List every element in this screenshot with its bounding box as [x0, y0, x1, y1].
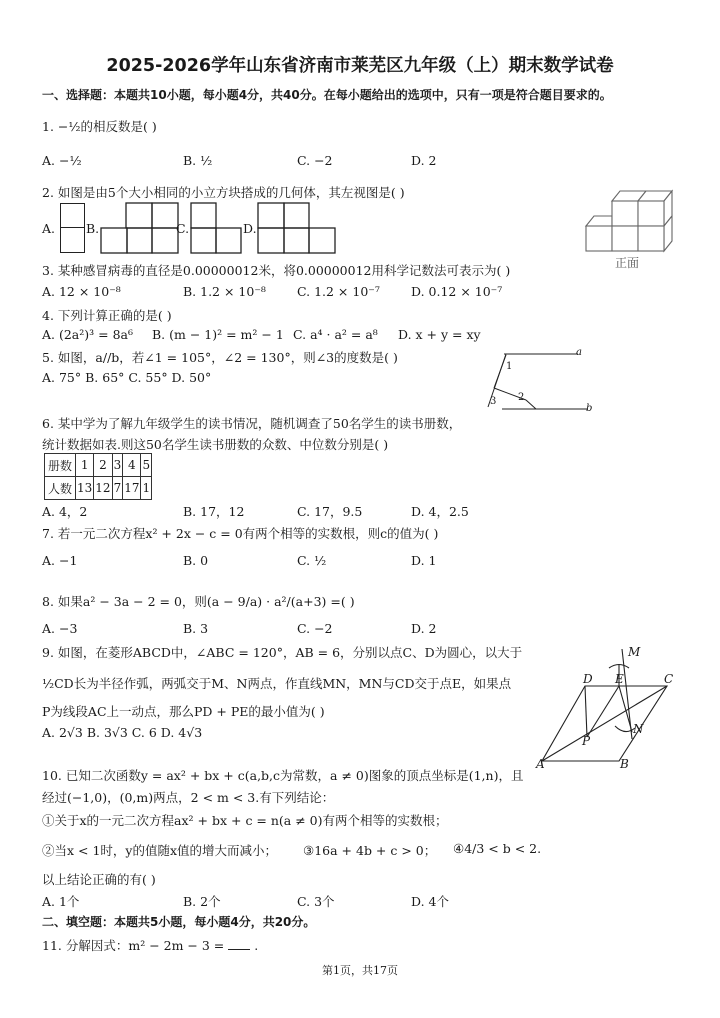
- question-9-stem-line3: P为线段AC上一动点，那么PD + PE的最小值为( ): [42, 704, 325, 719]
- q5-label-2: 2: [518, 392, 525, 403]
- table-cell: 1: [76, 454, 94, 477]
- question-11: [42, 936, 258, 954]
- q9-label-d: D: [583, 672, 593, 686]
- q9-label-c: C: [664, 672, 674, 686]
- q2-option-c: C.: [176, 221, 190, 236]
- table-cell: 人数: [45, 477, 76, 500]
- table-cell: 7: [112, 477, 123, 500]
- q8-option-d: D. 2: [411, 621, 437, 636]
- table-cell: 13: [76, 477, 94, 500]
- q6-option-c: C. 17，9.5: [297, 504, 363, 519]
- q2-option-d: D.: [243, 221, 257, 236]
- q5-label-1: 1: [506, 361, 513, 372]
- q2-front-label: 正面: [615, 256, 640, 270]
- section-1-heading: 一、选择题：本题共10小题，每小题4分，共40分。在每小题给出的选项中，只有一项是符合题目要求的。: [42, 88, 612, 102]
- table-row: [45, 454, 152, 477]
- question-7-stem: 7. 若一元二次方程x² + 2x − c = 0有两个相等的实数根，则c的值为( ): [42, 526, 439, 541]
- q9-label-e: E: [615, 672, 624, 686]
- q4-option-d: D. x + y = xy: [398, 327, 481, 342]
- q8-option-c: C. −2: [297, 621, 333, 636]
- table-cell: 1: [141, 477, 152, 500]
- question-10-stem-line2: 经过(−1,0)，(0,m)两点，2 < m < 3.有下列结论：: [42, 790, 335, 805]
- question-9-stem-line2: ½CD长为半径作弧，两弧交于M、N两点，作直线MN，MN与CD交于点E，如果点: [42, 676, 512, 691]
- section-2-heading: 二、填空题：本题共5小题，每小题4分，共20分。: [42, 915, 316, 929]
- q8-option-b: B. 3: [183, 621, 209, 636]
- q1-option-b: B. ½: [183, 153, 213, 168]
- q6-option-d: D. 4，2.5: [411, 504, 469, 519]
- q9-label-m: M: [628, 645, 641, 659]
- q1-option-a: A. −½: [42, 153, 82, 168]
- q2-solid-figure: [582, 180, 682, 255]
- q2-view-c: [190, 202, 242, 254]
- q1-option-d: D. 2: [411, 153, 437, 168]
- q10-conclusion-2: ②当x < 1时，y的值随x值的增大而减小；: [42, 843, 278, 858]
- q10-conclusion-3: ③16a + 4b + c > 0；: [303, 843, 437, 858]
- q6-option-b: B. 17，12: [183, 504, 245, 519]
- q10-conclusion-1: ①关于x的一元二次方程ax² + bx + c = n(a ≠ 0)有两个相等的实数根；: [42, 813, 448, 828]
- q10-conclusion-4: ④4/3 < b < 2.: [453, 841, 542, 856]
- q3-option-b: B. 1.2 × 10⁻⁸: [183, 284, 266, 299]
- q4-option-a: A. (2a²)³ = 8a⁶: [42, 327, 133, 342]
- question-10-stem-line1: 10. 已知二次函数y = ax² + bx + c(a,b,c为常数，a ≠ 0)图象的顶点坐标是(1,n)，且: [42, 768, 524, 783]
- q6-option-a: A. 4，2: [42, 504, 88, 519]
- q4-option-c: C. a⁴ · a² = a⁸: [293, 327, 378, 342]
- q7-option-d: D. 1: [411, 553, 437, 568]
- table-row: [45, 477, 152, 500]
- table-cell: 册数: [45, 454, 76, 477]
- question-10-stem-line3: 以上结论正确的有( ): [42, 872, 156, 887]
- table-cell: 5: [141, 454, 152, 477]
- q9-label-n: N: [633, 722, 644, 736]
- question-11-stem: 11. 分解因式：m² − 2m − 3 =: [42, 938, 225, 953]
- q9-label-a: A: [536, 757, 545, 771]
- question-5-stem: 5. 如图，a//b，若∠1 = 105°，∠2 = 130°，则∠3的度数是( ): [42, 350, 398, 365]
- table-cell: 3: [112, 454, 123, 477]
- q1-option-c: C. −2: [297, 153, 333, 168]
- q9-label-b: B: [620, 757, 629, 771]
- question-9-stem-line1: 9. 如图，在菱形ABCD中，∠ABC = 120°，AB = 6，分别以点C、D为圆心，以大于: [42, 645, 523, 660]
- q8-option-a: A. −3: [42, 621, 78, 636]
- q10-option-d: D. 4个: [411, 894, 449, 909]
- q3-option-a: A. 12 × 10⁻⁸: [42, 284, 121, 299]
- q3-option-d: D. 0.12 × 10⁻⁷: [411, 284, 503, 299]
- question-3-stem: 3. 某种感冒病毒的直径是0.00000012米，将0.00000012用科学记数法可表示为( ): [42, 263, 511, 278]
- q4-option-b: B. (m − 1)² = m² − 1: [152, 327, 284, 342]
- table-cell: 4: [123, 454, 141, 477]
- question-1-stem: 1. −½的相反数是( ): [42, 119, 157, 134]
- q3-option-c: C. 1.2 × 10⁻⁷: [297, 284, 380, 299]
- q6-frequency-table: [44, 453, 152, 500]
- table-cell: 12: [94, 477, 112, 500]
- page-footer: 第1页，共17页: [322, 964, 398, 977]
- q9-label-p: P: [582, 734, 591, 748]
- q7-option-b: B. 0: [183, 553, 209, 568]
- q2-option-b: B.: [86, 221, 100, 236]
- q10-option-a: A. 1个: [42, 894, 80, 909]
- question-4-stem: 4. 下列计算正确的是( ): [42, 308, 172, 323]
- question-6-stem-line2: 统计数据如表.则这50名学生读书册数的众数、中位数分别是( ): [42, 437, 389, 452]
- q7-option-c: C. ½: [297, 553, 327, 568]
- q11-answer-blank: [228, 939, 250, 950]
- table-cell: 2: [94, 454, 112, 477]
- question-6-stem-line1: 6. 某中学为了解九年级学生的读书情况，随机调查了50名学生的读书册数，: [42, 416, 462, 431]
- q2-option-a: A.: [42, 221, 56, 236]
- q5-options: A. 75° B. 65° C. 55° D. 50°: [42, 370, 212, 385]
- q2-view-a: [60, 203, 85, 253]
- question-2-stem: 2. 如图是由5个大小相同的小立方块搭成的几何体，其左视图是( ): [42, 185, 405, 200]
- q2-view-b: [100, 202, 180, 254]
- q9-rhombus-figure: [535, 642, 680, 770]
- q5-label-b: b: [586, 403, 593, 414]
- q2-view-d: [257, 202, 337, 254]
- q5-label-3: 3: [490, 396, 497, 407]
- question-8-stem: 8. 如果a² − 3a − 2 = 0，则(a − 9/a) · a²/(a+3) =( ): [42, 594, 355, 609]
- question-11-tail: .: [254, 938, 259, 953]
- q10-option-b: B. 2个: [183, 894, 221, 909]
- q5-label-a: a: [576, 347, 582, 358]
- q10-option-c: C. 3个: [297, 894, 335, 909]
- page-title: 2025-2026学年山东省济南市莱芜区九年级（上）期末数学试卷: [106, 56, 614, 76]
- table-cell: 17: [123, 477, 141, 500]
- q7-option-a: A. −1: [42, 553, 78, 568]
- q9-options: A. 2√3 B. 3√3 C. 6 D. 4√3: [42, 725, 203, 740]
